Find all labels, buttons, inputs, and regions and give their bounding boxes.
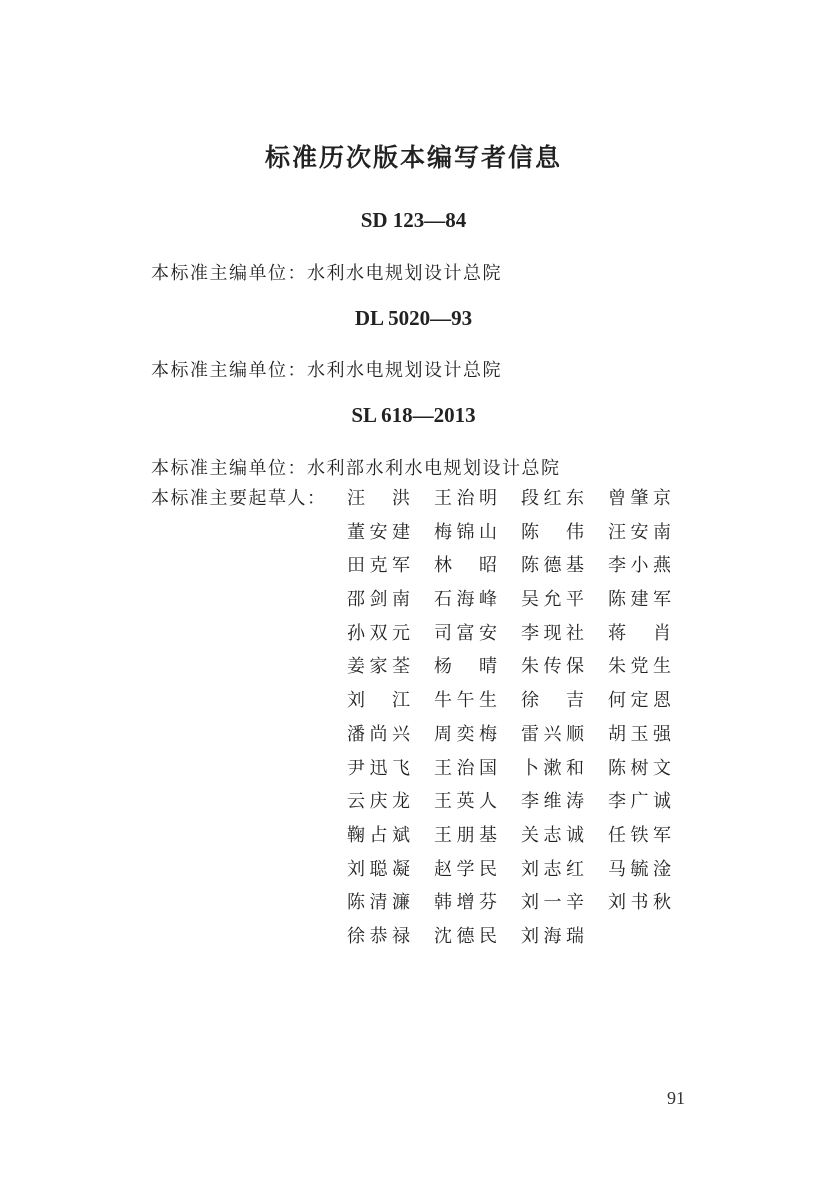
drafter-name: 司 富 安 (434, 622, 498, 644)
drafter-name: 王 英 人 (434, 791, 498, 813)
drafter-name: 赵 学 民 (434, 858, 498, 880)
drafter-name: 陈 德 基 (521, 555, 585, 577)
drafter-name: 任 铁 军 (608, 824, 672, 846)
drafter-name: 段 红 东 (521, 488, 585, 509)
drafter-name: 石 海 峰 (434, 589, 498, 611)
drafter-name: 刘 书 秋 (608, 892, 672, 914)
standard-code-sd: SD 123—84 (360, 208, 467, 232)
drafter-name: 汪 洪 (347, 488, 411, 509)
drafter-name: 王 治 国 (434, 757, 498, 779)
drafter-name: 沈 德 民 (434, 925, 498, 947)
drafter-name: 李 广 诚 (608, 791, 672, 813)
editor-label: 本标准主编单位： (151, 458, 307, 479)
drafter-name: 雷 兴 顺 (521, 723, 585, 745)
drafter-name: 潘 尚 兴 (347, 723, 411, 745)
standard-code-sl: SL 618—2013 (351, 403, 476, 427)
drafter-name: 邵 剑 南 (347, 589, 411, 611)
drafter-name: 朱 传 保 (521, 656, 585, 678)
drafter-name: 蒋 肖 (608, 622, 672, 644)
editor-label: 本标准主编单位： (151, 263, 307, 284)
drafters-label: 本标准主要起草人： (151, 488, 327, 509)
editor-unit: 水利部水利水电规划设计总院 (307, 458, 561, 479)
drafter-name: 王 治 明 (434, 488, 498, 509)
drafter-name: 陈 清 濂 (347, 892, 411, 914)
drafter-name: 韩 增 芬 (434, 892, 498, 914)
editor-unit: 水利水电规划设计总院 (307, 360, 502, 381)
drafter-name: 刘 志 红 (521, 858, 585, 880)
drafter-name: 徐 吉 (521, 690, 585, 712)
drafter-name: 陈 树 文 (608, 757, 672, 779)
drafter-name: 胡 玉 强 (608, 723, 672, 745)
page-number: 91 (667, 1088, 685, 1108)
drafter-name: 马 毓 淦 (608, 858, 672, 880)
drafter-name: 陈 伟 (521, 521, 585, 543)
drafter-name: 刘 海 瑞 (521, 925, 585, 947)
drafter-name: 何 定 恩 (608, 690, 672, 712)
drafter-name: 李 小 燕 (608, 555, 672, 577)
drafter-name: 朱 党 生 (608, 656, 672, 678)
drafter-name: 鞠 占 斌 (347, 824, 411, 846)
drafter-name: 孙 双 元 (347, 622, 411, 644)
editor-line-sl (151, 454, 561, 480)
drafter-name: 林 昭 (434, 555, 498, 577)
drafters-list (347, 484, 695, 956)
drafter-name: 姜 家 荃 (347, 656, 411, 678)
drafter-name: 吴 允 平 (521, 589, 585, 611)
editor-unit: 水利水电规划设计总院 (307, 263, 502, 284)
editor-line-dl (151, 356, 502, 382)
standard-code-dl: DL 5020—93 (354, 306, 473, 330)
drafter-name: 董 安 建 (347, 521, 411, 543)
drafter-name: 李 现 社 (521, 622, 585, 644)
page-title: 标准历次版本编写者信息 (264, 143, 562, 172)
drafter-name: 刘 聪 凝 (347, 858, 411, 880)
drafter-name: 汪 安 南 (608, 521, 672, 543)
drafter-name: 刘 一 辛 (521, 892, 585, 914)
drafter-name: 周 奕 梅 (434, 723, 498, 745)
drafter-name: 田 克 军 (347, 555, 411, 577)
drafter-name: 梅 锦 山 (434, 521, 498, 543)
drafter-name: 王 朋 基 (434, 824, 498, 846)
drafter-name: 李 维 涛 (521, 791, 585, 813)
drafter-name: 云 庆 龙 (347, 791, 411, 813)
drafter-name: 陈 建 军 (608, 589, 672, 611)
drafter-name: 徐 恭 禄 (347, 925, 411, 947)
drafter-name: 关 志 诚 (521, 824, 585, 846)
drafter-name: 卜 漱 和 (521, 757, 585, 779)
drafter-name: 杨 晴 (434, 656, 498, 678)
editor-label: 本标准主编单位： (151, 360, 307, 381)
editor-line-sd (151, 259, 502, 285)
drafter-name: 刘 江 (347, 690, 411, 712)
drafter-name: 尹 迅 飞 (347, 757, 411, 779)
drafter-name: 牛 午 生 (434, 690, 498, 712)
drafter-name: 曾 肇 京 (608, 488, 672, 509)
